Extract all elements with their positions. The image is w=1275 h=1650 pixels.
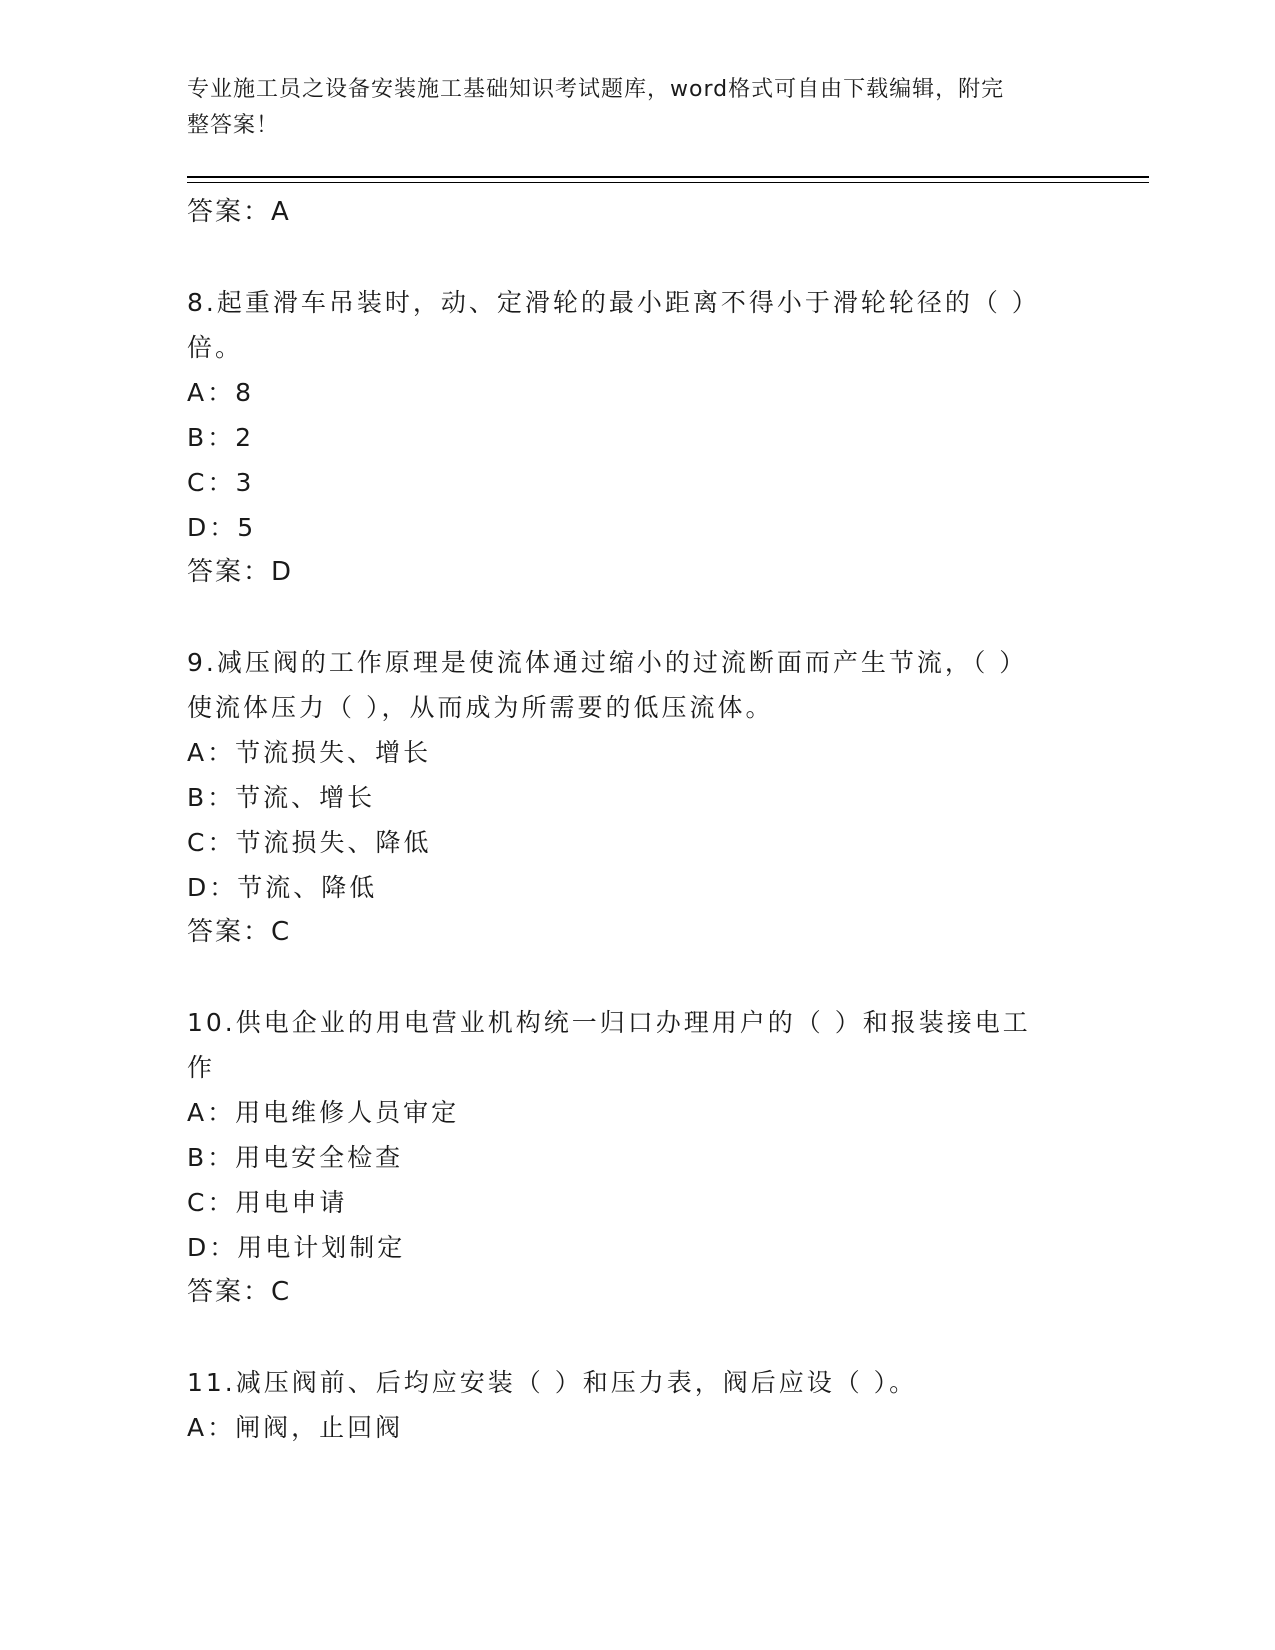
option-c: C：3: [187, 468, 255, 497]
option-a: A：闸阀，止回阀: [187, 1413, 404, 1442]
answer: 答案：C: [187, 1277, 292, 1307]
option-b: B：2: [187, 423, 255, 452]
option-a: A：用电维修人员审定: [187, 1098, 460, 1127]
question-list: [187, 190, 1087, 1450]
previous-answer: 答案：A: [187, 197, 291, 227]
question-8: [187, 280, 1087, 595]
spacer: [187, 955, 1087, 1000]
header-divider-thick: [187, 176, 1149, 178]
question-10: [187, 1000, 1087, 1315]
option-d: D：5: [187, 513, 257, 542]
question-text: 8.起重滑车吊装时，动、定滑轮的最小距离不得小于滑轮轮径的（ ）: [187, 288, 1040, 317]
question-text-continued: 倍。: [187, 333, 244, 362]
header-divider-thin: [187, 182, 1149, 183]
option-d: D：用电计划制定: [187, 1233, 406, 1262]
question-text: 11.减压阀前、后均应安装（ ）和压力表，阀后应设（ ）。: [187, 1368, 918, 1397]
question-11: [187, 1360, 1087, 1450]
spacer: [187, 595, 1087, 640]
spacer: [187, 1315, 1087, 1360]
answer: 答案：D: [187, 557, 294, 587]
option-b: B：节流、增长: [187, 783, 376, 812]
header-line-1: 专业施工员之设备安装施工基础知识考试题库，word格式可自由下载编辑，附完: [187, 77, 1005, 102]
document-header: [187, 72, 1067, 144]
header-line-2: 整答案！: [187, 113, 280, 138]
question-text-continued: 使流体压力（ ），从而成为所需要的低压流体。: [187, 693, 774, 722]
option-c: C：用电申请: [187, 1188, 348, 1217]
spacer: [187, 235, 1087, 280]
option-c: C：节流损失、降低: [187, 828, 432, 857]
answer: 答案：C: [187, 917, 292, 947]
option-d: D：节流、降低: [187, 873, 378, 902]
question-text: 9.减压阀的工作原理是使流体通过缩小的过流断面而产生节流，（ ）: [187, 648, 1028, 677]
option-a: A：8: [187, 378, 255, 407]
question-9: [187, 640, 1087, 955]
option-a: A：节流损失、增长: [187, 738, 432, 767]
question-text: 10.供电企业的用电营业机构统一归口办理用户的（ ）和报装接电工: [187, 1008, 1031, 1037]
question-text-continued: 作: [187, 1053, 216, 1082]
option-b: B：用电安全检查: [187, 1143, 404, 1172]
